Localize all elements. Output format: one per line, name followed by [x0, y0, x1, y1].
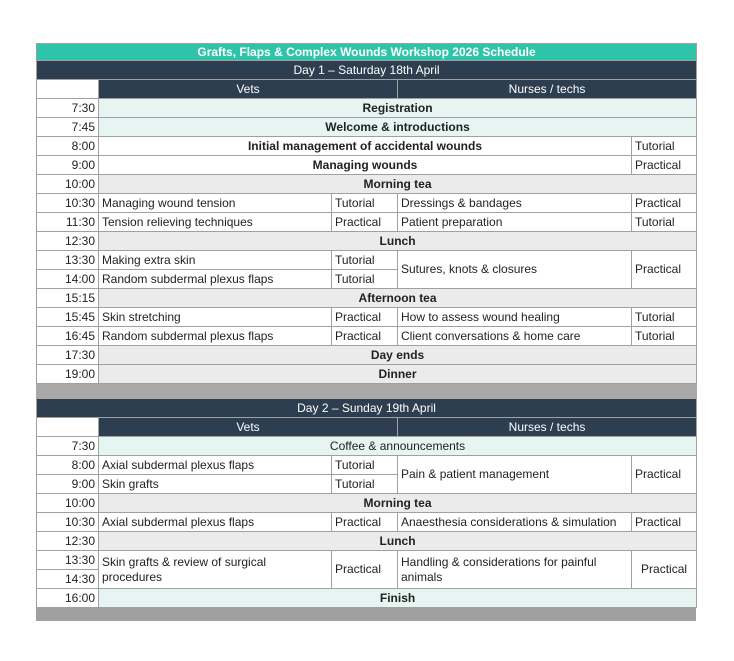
nurse-session-type: Practical: [632, 251, 697, 289]
time-cell: 8:00: [37, 137, 99, 156]
session-type: Practical: [632, 156, 697, 175]
vets-header: Vets: [99, 418, 398, 437]
time-cell: 16:00: [37, 589, 99, 608]
nurse-session: Dressings & bandages: [398, 194, 632, 213]
nurses-header: Nurses / techs: [398, 80, 697, 99]
nurse-session-type: Practical: [632, 513, 697, 532]
vet-session: Tension relieving techniques: [99, 213, 332, 232]
time-cell: 12:30: [37, 232, 99, 251]
time-cell: 8:00: [37, 456, 99, 475]
session-full: Finish: [99, 589, 697, 608]
time-cell: 17:30: [37, 346, 99, 365]
nurse-session-type: Practical: [632, 456, 697, 494]
schedule-title: Grafts, Flaps & Complex Wounds Workshop 2026 Schedule: [37, 44, 697, 61]
day1-heading: Day 1 – Saturday 18th April: [37, 61, 697, 80]
day2-heading: Day 2 – Sunday 19th April: [37, 399, 697, 418]
break-cell: Dinner: [99, 365, 697, 384]
vet-session-type: Practical: [332, 513, 398, 532]
session-type: Tutorial: [632, 137, 697, 156]
vet-session-type: Tutorial: [332, 270, 398, 289]
vet-session: Random subdermal plexus flaps: [99, 327, 332, 346]
break-cell: Afternoon tea: [99, 289, 697, 308]
nurse-session: How to assess wound healing: [398, 308, 632, 327]
nurse-session: Client conversations & home care: [398, 327, 632, 346]
time-cell: 9:00: [37, 156, 99, 175]
time-cell: 14:30: [37, 570, 99, 589]
time-cell: 10:00: [37, 494, 99, 513]
break-cell: Lunch: [99, 532, 697, 551]
time-cell: 7:30: [37, 437, 99, 456]
vet-session-type: Tutorial: [332, 194, 398, 213]
nurse-session-type: Tutorial: [632, 308, 697, 327]
session-combined: Managing wounds: [99, 156, 632, 175]
time-cell: 14:00: [37, 270, 99, 289]
session-full: Coffee & announcements: [99, 437, 697, 456]
header-blank-cell: [37, 418, 99, 437]
time-cell: 7:45: [37, 118, 99, 137]
break-cell: Morning tea: [99, 175, 697, 194]
vet-session: Skin grafts: [99, 475, 332, 494]
nurse-session-type: Tutorial: [632, 327, 697, 346]
session-combined: Initial management of accidental wounds: [99, 137, 632, 156]
break-cell: Lunch: [99, 232, 697, 251]
time-cell: 7:30: [37, 99, 99, 118]
vet-session-type: Practical: [332, 213, 398, 232]
nurse-session-type: Practical: [632, 194, 697, 213]
nurse-session: Sutures, knots & closures: [398, 251, 632, 289]
day-separator: [37, 384, 697, 399]
time-cell: 13:30: [37, 251, 99, 270]
vet-session: Axial subdermal plexus flaps: [99, 513, 332, 532]
time-cell: 19:00: [37, 365, 99, 384]
session-full: Welcome & introductions: [99, 118, 697, 137]
vet-session-type: Practical: [332, 551, 398, 589]
vet-session-type: Tutorial: [332, 456, 398, 475]
nurse-session-type: Practical: [632, 551, 697, 589]
nurse-session: Anaesthesia considerations & simulation: [398, 513, 632, 532]
vet-session-type: Practical: [332, 308, 398, 327]
break-cell: Day ends: [99, 346, 697, 365]
vet-session: Making extra skin: [99, 251, 332, 270]
schedule-sheet: [36, 43, 696, 621]
time-cell: 10:30: [37, 194, 99, 213]
break-cell: Morning tea: [99, 494, 697, 513]
nurse-session: Handling & considerations for painful animals: [398, 551, 632, 589]
nurses-header: Nurses / techs: [398, 418, 697, 437]
time-cell: 12:30: [37, 532, 99, 551]
vet-session: Managing wound tension: [99, 194, 332, 213]
header-blank-cell: [37, 80, 99, 99]
nurse-session-type: Tutorial: [632, 213, 697, 232]
vet-session: Skin stretching: [99, 308, 332, 327]
schedule-table: [36, 43, 697, 608]
vet-session: Random subdermal plexus flaps: [99, 270, 332, 289]
time-cell: 13:30: [37, 551, 99, 570]
vet-session-type: Tutorial: [332, 475, 398, 494]
vet-session-type: Tutorial: [332, 251, 398, 270]
time-cell: 15:15: [37, 289, 99, 308]
time-cell: 15:45: [37, 308, 99, 327]
nurse-session: Patient preparation: [398, 213, 632, 232]
time-cell: 16:45: [37, 327, 99, 346]
vet-session-type: Practical: [332, 327, 398, 346]
time-cell: 11:30: [37, 213, 99, 232]
nurse-session: Pain & patient management: [398, 456, 632, 494]
vet-session: Axial subdermal plexus flaps: [99, 456, 332, 475]
time-cell: 9:00: [37, 475, 99, 494]
vet-session: Skin grafts & review of surgical procedures: [99, 551, 332, 589]
time-cell: 10:30: [37, 513, 99, 532]
vets-header: Vets: [99, 80, 398, 99]
time-cell: 10:00: [37, 175, 99, 194]
session-full: Registration: [99, 99, 697, 118]
